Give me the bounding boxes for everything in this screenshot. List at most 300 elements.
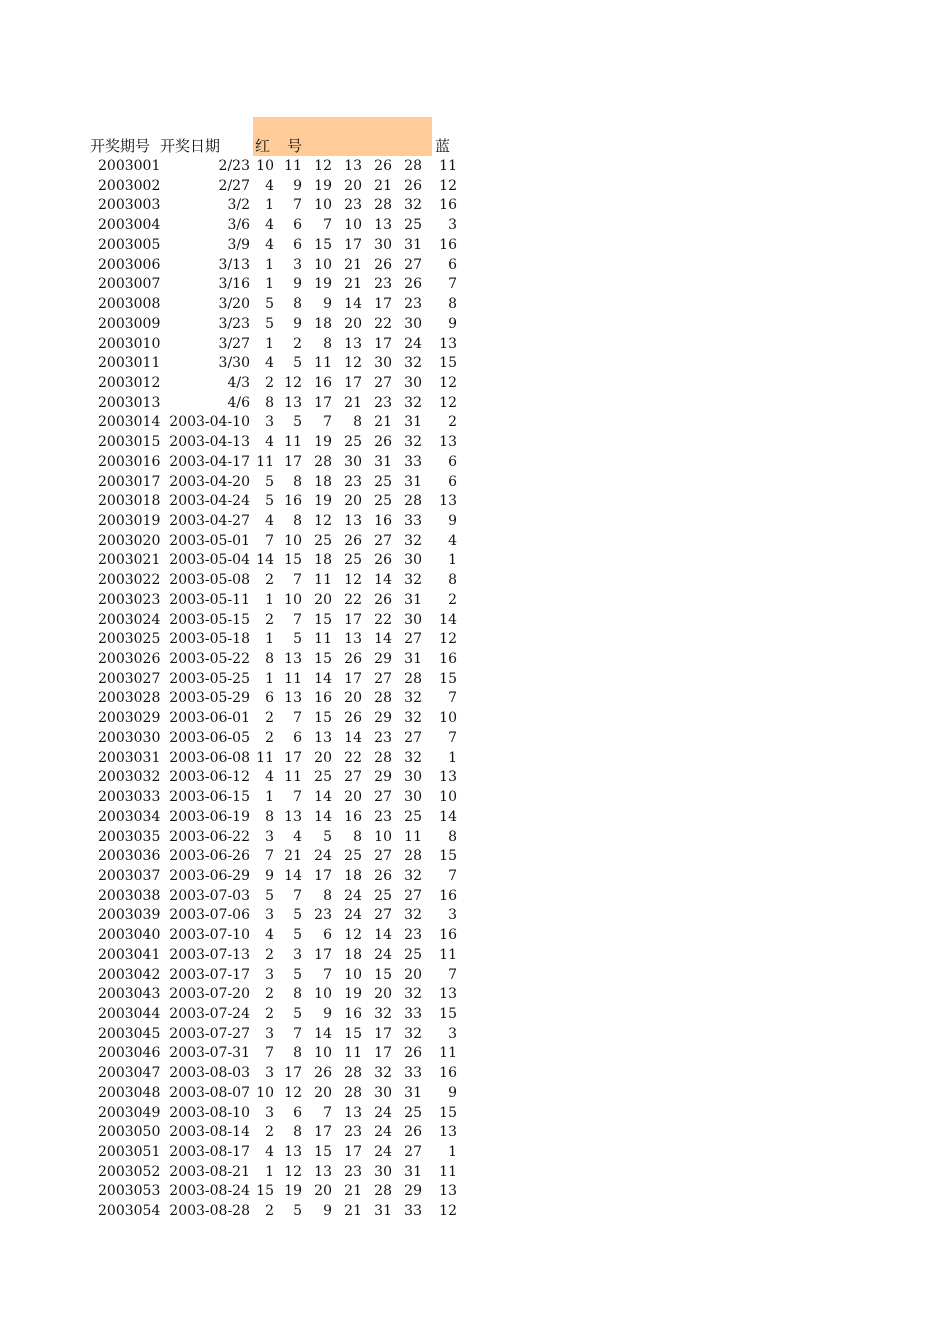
red-number-cell: 3 <box>265 828 274 845</box>
red-number-cell: 13 <box>314 729 332 746</box>
date-cell: 3/16 <box>218 276 250 293</box>
red-number-cell: 14 <box>314 808 332 825</box>
red-number-cell: 19 <box>314 276 332 293</box>
red-number-cell: 15 <box>256 1183 274 1200</box>
red-number-cell: 28 <box>374 690 392 707</box>
issue-cell: 2003041 <box>98 946 161 963</box>
red-number-cell: 30 <box>404 315 422 332</box>
red-number-cell: 5 <box>293 355 302 372</box>
blue-number-cell: 8 <box>448 828 457 845</box>
issue-cell: 2003054 <box>98 1203 161 1220</box>
blue-number-cell: 3 <box>448 907 457 924</box>
red-number-cell: 8 <box>293 1045 302 1062</box>
red-number-cell: 25 <box>404 1104 422 1121</box>
red-number-cell: 20 <box>344 493 362 510</box>
red-number-cell: 7 <box>293 789 302 805</box>
red-number-cell: 14 <box>374 631 392 648</box>
date-cell: 2003-06-22 <box>169 828 250 845</box>
red-number-cell: 8 <box>323 887 332 904</box>
red-number-cell: 23 <box>404 296 422 312</box>
red-number-cell: 13 <box>344 631 362 648</box>
red-number-cell: 23 <box>374 808 392 825</box>
date-cell: 3/30 <box>218 355 250 372</box>
issue-cell: 2003029 <box>98 710 161 727</box>
red-number-cell: 26 <box>344 651 362 667</box>
issue-cell: 2003017 <box>98 473 161 490</box>
date-cell: 2003-04-17 <box>169 453 250 470</box>
red-number-cell: 21 <box>284 848 302 865</box>
red-number-cell: 24 <box>374 1104 392 1121</box>
date-cell: 2003-05-22 <box>169 651 250 667</box>
blue-number-cell: 8 <box>448 572 457 589</box>
red-number-cell: 32 <box>404 749 422 766</box>
red-number-cell: 32 <box>404 532 422 549</box>
red-number-cell: 5 <box>293 414 302 431</box>
red-number-cell: 16 <box>344 1006 362 1022</box>
red-number-cell: 27 <box>404 729 422 746</box>
red-number-cell: 22 <box>374 315 392 332</box>
issue-cell: 2003027 <box>98 670 161 687</box>
red-number-cell: 20 <box>344 789 362 805</box>
red-number-cell: 31 <box>404 414 422 431</box>
red-number-cell: 32 <box>404 355 422 372</box>
red-number-cell: 27 <box>404 631 422 648</box>
blue-number-cell: 13 <box>439 493 457 510</box>
red-number-cell: 18 <box>314 473 332 490</box>
red-number-cell: 20 <box>314 591 332 608</box>
red-number-cell: 25 <box>374 887 392 904</box>
red-number-cell: 28 <box>404 493 422 510</box>
blue-number-cell: 16 <box>439 651 457 667</box>
issue-cell: 2003033 <box>98 789 161 805</box>
red-number-cell: 22 <box>344 749 362 766</box>
date-cell: 2003-06-08 <box>169 749 250 766</box>
red-number-cell: 9 <box>265 867 274 884</box>
red-number-cell: 8 <box>265 808 274 825</box>
red-number-cell: 21 <box>344 1203 362 1220</box>
blue-number-cell: 16 <box>439 887 457 904</box>
blue-number-cell: 12 <box>439 177 457 194</box>
red-number-cell: 2 <box>265 710 274 727</box>
red-number-cell: 26 <box>374 434 392 451</box>
red-number-cell: 27 <box>374 670 392 687</box>
red-number-cell: 24 <box>374 946 392 963</box>
date-cell: 2003-08-10 <box>169 1104 250 1121</box>
red-number-cell: 20 <box>404 966 422 983</box>
red-number-cell: 10 <box>314 256 332 273</box>
red-number-cell: 25 <box>404 217 422 234</box>
red-number-cell: 26 <box>374 552 392 569</box>
date-cell: 2003-07-03 <box>169 887 250 904</box>
red-number-cell: 31 <box>404 236 422 253</box>
red-number-cell: 5 <box>293 966 302 983</box>
issue-cell: 2003022 <box>98 572 161 589</box>
red-number-cell: 4 <box>265 769 274 786</box>
red-number-cell: 7 <box>265 1045 274 1062</box>
red-number-cell: 5 <box>293 907 302 924</box>
red-number-cell: 26 <box>374 256 392 273</box>
red-number-cell: 8 <box>293 513 302 529</box>
date-cell: 2003-04-10 <box>169 414 250 431</box>
date-cell: 2003-04-24 <box>169 493 250 510</box>
red-number-cell: 17 <box>344 374 362 391</box>
red-number-cell: 1 <box>265 197 274 214</box>
red-number-cell: 10 <box>314 986 332 1003</box>
blue-number-cell: 11 <box>439 1045 457 1062</box>
red-number-cell: 8 <box>293 1124 302 1141</box>
red-number-cell: 24 <box>344 907 362 924</box>
issue-cell: 2003037 <box>98 867 161 884</box>
issue-cell: 2003003 <box>98 197 161 214</box>
blue-number-cell: 10 <box>439 789 457 805</box>
red-number-cell: 6 <box>293 729 302 746</box>
red-number-cell: 24 <box>374 1144 392 1160</box>
red-number-cell: 2 <box>293 335 302 352</box>
red-number-cell: 20 <box>344 315 362 332</box>
blue-number-cell: 13 <box>439 1183 457 1200</box>
issue-cell: 2003036 <box>98 848 161 865</box>
blue-number-cell: 16 <box>439 1065 457 1082</box>
red-number-cell: 28 <box>404 848 422 865</box>
red-number-cell: 25 <box>344 434 362 451</box>
red-number-cell: 27 <box>374 789 392 805</box>
date-cell: 2003-04-13 <box>169 434 250 451</box>
blue-number-cell: 11 <box>439 158 457 174</box>
issue-cell: 2003011 <box>98 355 161 372</box>
blue-number-cell: 6 <box>448 453 457 470</box>
red-number-cell: 27 <box>374 848 392 865</box>
red-number-cell: 30 <box>374 236 392 253</box>
blue-number-cell: 9 <box>448 513 457 529</box>
red-number-cell: 33 <box>404 1203 422 1220</box>
issue-cell: 2003047 <box>98 1065 161 1082</box>
red-number-cell: 16 <box>314 374 332 391</box>
blue-number-cell: 7 <box>448 690 457 707</box>
red-number-cell: 23 <box>344 1124 362 1141</box>
red-number-cell: 1 <box>265 1163 274 1180</box>
issue-cell: 2003046 <box>98 1045 161 1062</box>
red-number-cell: 27 <box>404 256 422 273</box>
red-number-cell: 15 <box>314 611 332 628</box>
red-number-cell: 19 <box>314 434 332 451</box>
red-number-cell: 28 <box>374 749 392 766</box>
red-number-cell: 12 <box>344 927 362 944</box>
red-number-cell: 6 <box>293 1104 302 1121</box>
red-number-cell: 17 <box>314 394 332 411</box>
date-cell: 2003-07-10 <box>169 927 250 944</box>
red-number-cell: 15 <box>344 1025 362 1042</box>
red-number-cell: 2 <box>265 1124 274 1141</box>
red-number-cell: 32 <box>404 710 422 727</box>
red-number-cell: 32 <box>404 394 422 411</box>
red-number-cell: 24 <box>374 1124 392 1141</box>
red-number-cell: 5 <box>265 493 274 510</box>
red-number-cell: 5 <box>265 887 274 904</box>
red-number-cell: 21 <box>344 276 362 293</box>
red-number-cell: 28 <box>374 197 392 214</box>
red-number-cell: 17 <box>314 946 332 963</box>
issue-cell: 2003031 <box>98 749 161 766</box>
issue-cell: 2003002 <box>98 177 161 194</box>
red-number-cell: 31 <box>374 453 392 470</box>
red-number-cell: 25 <box>344 552 362 569</box>
red-number-cell: 20 <box>314 749 332 766</box>
issue-cell: 2003006 <box>98 256 161 273</box>
date-cell: 2003-08-21 <box>169 1163 250 1180</box>
blue-number-cell: 14 <box>439 611 457 628</box>
issue-cell: 2003021 <box>98 552 161 569</box>
issue-cell: 2003035 <box>98 828 161 845</box>
blue-number-cell: 9 <box>448 1084 457 1101</box>
red-number-cell: 14 <box>284 867 302 884</box>
red-number-cell: 18 <box>314 552 332 569</box>
red-number-cell: 23 <box>404 927 422 944</box>
red-number-cell: 28 <box>374 1183 392 1200</box>
red-number-cell: 21 <box>374 177 392 194</box>
red-number-cell: 23 <box>344 197 362 214</box>
red-number-cell: 9 <box>323 1006 332 1022</box>
issue-cell: 2003039 <box>98 907 161 924</box>
issue-cell: 2003004 <box>98 217 161 234</box>
red-number-cell: 32 <box>374 1006 392 1022</box>
red-number-cell: 16 <box>284 493 302 510</box>
red-number-cell: 3 <box>265 966 274 983</box>
red-number-cell: 28 <box>404 158 422 174</box>
red-number-cell: 25 <box>374 473 392 490</box>
issue-cell: 2003053 <box>98 1183 161 1200</box>
red-number-cell: 7 <box>293 887 302 904</box>
issue-cell: 2003048 <box>98 1084 161 1101</box>
red-number-cell: 16 <box>374 513 392 529</box>
blue-number-cell: 7 <box>448 966 457 983</box>
red-number-cell: 4 <box>265 236 274 253</box>
red-number-cell: 28 <box>404 670 422 687</box>
red-number-cell: 14 <box>374 572 392 589</box>
red-number-cell: 24 <box>344 887 362 904</box>
date-cell: 2003-07-17 <box>169 966 250 983</box>
issue-cell: 2003024 <box>98 611 161 628</box>
issue-cell: 2003038 <box>98 887 161 904</box>
date-cell: 3/13 <box>218 256 250 273</box>
red-number-cell: 4 <box>265 355 274 372</box>
blue-number-cell: 12 <box>439 394 457 411</box>
red-number-cell: 8 <box>323 335 332 352</box>
red-number-cell: 10 <box>256 1084 274 1101</box>
red-number-cell: 8 <box>265 651 274 667</box>
issue-cell: 2003013 <box>98 394 161 411</box>
red-number-cell: 23 <box>344 1163 362 1180</box>
issue-cell: 2003030 <box>98 729 161 746</box>
date-cell: 2003-08-24 <box>169 1183 250 1200</box>
red-number-cell: 14 <box>256 552 274 569</box>
red-number-cell: 17 <box>284 453 302 470</box>
red-number-cell: 3 <box>265 1025 274 1042</box>
date-cell: 2003-07-20 <box>169 986 250 1003</box>
red-number-cell: 4 <box>265 434 274 451</box>
date-cell: 2003-05-18 <box>169 631 250 648</box>
red-number-cell: 1 <box>265 335 274 352</box>
red-number-cell: 6 <box>293 236 302 253</box>
red-number-cell: 30 <box>404 769 422 786</box>
blue-number-cell: 6 <box>448 256 457 273</box>
red-number-cell: 4 <box>265 217 274 234</box>
red-number-cell: 8 <box>293 986 302 1003</box>
red-number-cell: 22 <box>374 611 392 628</box>
blue-number-cell: 15 <box>439 355 457 372</box>
issue-cell: 2003020 <box>98 532 161 549</box>
blue-number-cell: 15 <box>439 848 457 865</box>
red-number-cell: 10 <box>314 197 332 214</box>
red-number-cell: 3 <box>293 256 302 273</box>
date-cell: 2003-08-07 <box>169 1084 250 1101</box>
red-number-cell: 27 <box>374 374 392 391</box>
date-cell: 2003-05-04 <box>169 552 250 569</box>
red-number-cell: 32 <box>404 907 422 924</box>
issue-cell: 2003051 <box>98 1144 161 1160</box>
red-number-cell: 2 <box>265 1203 274 1220</box>
issue-cell: 2003009 <box>98 315 161 332</box>
issue-cell: 2003005 <box>98 236 161 253</box>
date-cell: 2003-06-01 <box>169 710 250 727</box>
red-number-cell: 32 <box>404 572 422 589</box>
red-number-cell: 5 <box>293 1203 302 1220</box>
red-number-cell: 17 <box>284 1065 302 1082</box>
red-number-cell: 3 <box>265 414 274 431</box>
red-number-cell: 32 <box>404 1025 422 1042</box>
red-number-cell: 2 <box>265 729 274 746</box>
red-number-cell: 5 <box>265 473 274 490</box>
red-number-cell: 5 <box>265 315 274 332</box>
blue-number-cell: 16 <box>439 927 457 944</box>
issue-cell: 2003026 <box>98 651 161 667</box>
date-cell: 2003-05-08 <box>169 572 250 589</box>
red-number-cell: 9 <box>293 177 302 194</box>
date-cell: 2003-08-03 <box>169 1065 250 1082</box>
red-number-cell: 24 <box>314 848 332 865</box>
red-number-cell: 12 <box>314 513 332 529</box>
red-number-cell: 25 <box>344 848 362 865</box>
issue-cell: 2003018 <box>98 493 161 510</box>
red-number-cell: 11 <box>256 749 274 766</box>
red-number-cell: 23 <box>344 473 362 490</box>
blue-number-cell: 8 <box>448 296 457 312</box>
red-number-cell: 17 <box>344 236 362 253</box>
red-number-cell: 10 <box>314 1045 332 1062</box>
red-number-cell: 1 <box>265 789 274 805</box>
red-number-cell: 1 <box>265 256 274 273</box>
blue-number-cell: 15 <box>439 1104 457 1121</box>
blue-number-cell: 10 <box>439 710 457 727</box>
issue-cell: 2003032 <box>98 769 161 786</box>
red-number-cell: 7 <box>293 710 302 727</box>
red-number-cell: 9 <box>323 1203 332 1220</box>
red-number-cell: 15 <box>314 1144 332 1160</box>
red-number-cell: 30 <box>404 611 422 628</box>
red-number-cell: 13 <box>284 690 302 707</box>
red-number-cell: 7 <box>293 197 302 214</box>
red-number-cell: 12 <box>284 374 302 391</box>
red-number-cell: 5 <box>293 631 302 648</box>
red-number-cell: 14 <box>374 927 392 944</box>
date-cell: 2003-05-11 <box>169 591 250 608</box>
red-number-cell: 12 <box>344 572 362 589</box>
issue-cell: 2003042 <box>98 966 161 983</box>
blue-number-cell: 1 <box>448 1144 457 1160</box>
date-cell: 2003-05-15 <box>169 611 250 628</box>
red-number-cell: 23 <box>374 729 392 746</box>
date-cell: 4/6 <box>227 394 250 411</box>
issue-cell: 2003008 <box>98 296 161 312</box>
red-number-cell: 5 <box>293 1006 302 1022</box>
date-cell: 2003-07-13 <box>169 946 250 963</box>
red-number-cell: 11 <box>284 158 302 174</box>
red-number-cell: 11 <box>314 631 332 648</box>
red-number-cell: 17 <box>344 670 362 687</box>
date-cell: 2003-08-28 <box>169 1203 250 1220</box>
red-number-cell: 32 <box>404 434 422 451</box>
red-number-cell: 26 <box>344 710 362 727</box>
date-cell: 3/23 <box>218 315 250 332</box>
date-cell: 2003-06-15 <box>169 789 250 805</box>
red-number-cell: 15 <box>284 552 302 569</box>
red-number-cell: 11 <box>284 769 302 786</box>
date-cell: 2003-08-14 <box>169 1124 250 1141</box>
red-number-cell: 31 <box>404 591 422 608</box>
red-number-cell: 26 <box>404 1045 422 1062</box>
red-number-cell: 30 <box>374 355 392 372</box>
red-number-cell: 16 <box>314 690 332 707</box>
red-number-cell: 30 <box>404 789 422 805</box>
blue-number-cell: 15 <box>439 670 457 687</box>
red-number-cell: 33 <box>404 1065 422 1082</box>
red-number-cell: 19 <box>314 493 332 510</box>
red-number-cell: 16 <box>344 808 362 825</box>
red-number-cell: 19 <box>344 986 362 1003</box>
red-number-cell: 17 <box>344 1144 362 1160</box>
red-number-cell: 21 <box>374 414 392 431</box>
red-number-cell: 26 <box>374 591 392 608</box>
red-number-cell: 26 <box>404 276 422 293</box>
red-number-cell: 18 <box>344 946 362 963</box>
blue-number-cell: 13 <box>439 335 457 352</box>
blue-number-cell: 16 <box>439 197 457 214</box>
issue-cell: 2003034 <box>98 808 161 825</box>
red-number-cell: 5 <box>293 927 302 944</box>
red-number-cell: 7 <box>293 611 302 628</box>
red-number-cell: 33 <box>404 1006 422 1022</box>
issue-cell: 2003023 <box>98 591 161 608</box>
red-number-cell: 5 <box>265 296 274 312</box>
red-number-cell: 28 <box>314 453 332 470</box>
blue-number-cell: 13 <box>439 434 457 451</box>
red-number-cell: 11 <box>284 434 302 451</box>
blue-number-cell: 16 <box>439 236 457 253</box>
red-number-cell: 31 <box>404 1084 422 1101</box>
red-number-cell: 6 <box>265 690 274 707</box>
issue-cell: 2003049 <box>98 1104 161 1121</box>
red-number-cell: 3 <box>265 907 274 924</box>
issue-cell: 2003015 <box>98 434 161 451</box>
red-number-cell: 4 <box>265 177 274 194</box>
issue-cell: 2003001 <box>98 158 161 174</box>
red-number-cell: 1 <box>265 631 274 648</box>
red-number-cell: 17 <box>374 335 392 352</box>
red-number-cell: 13 <box>374 217 392 234</box>
blue-number-cell: 11 <box>439 1163 457 1180</box>
red-number-cell: 13 <box>284 808 302 825</box>
blue-number-cell: 3 <box>448 217 457 234</box>
red-number-cell: 13 <box>344 513 362 529</box>
